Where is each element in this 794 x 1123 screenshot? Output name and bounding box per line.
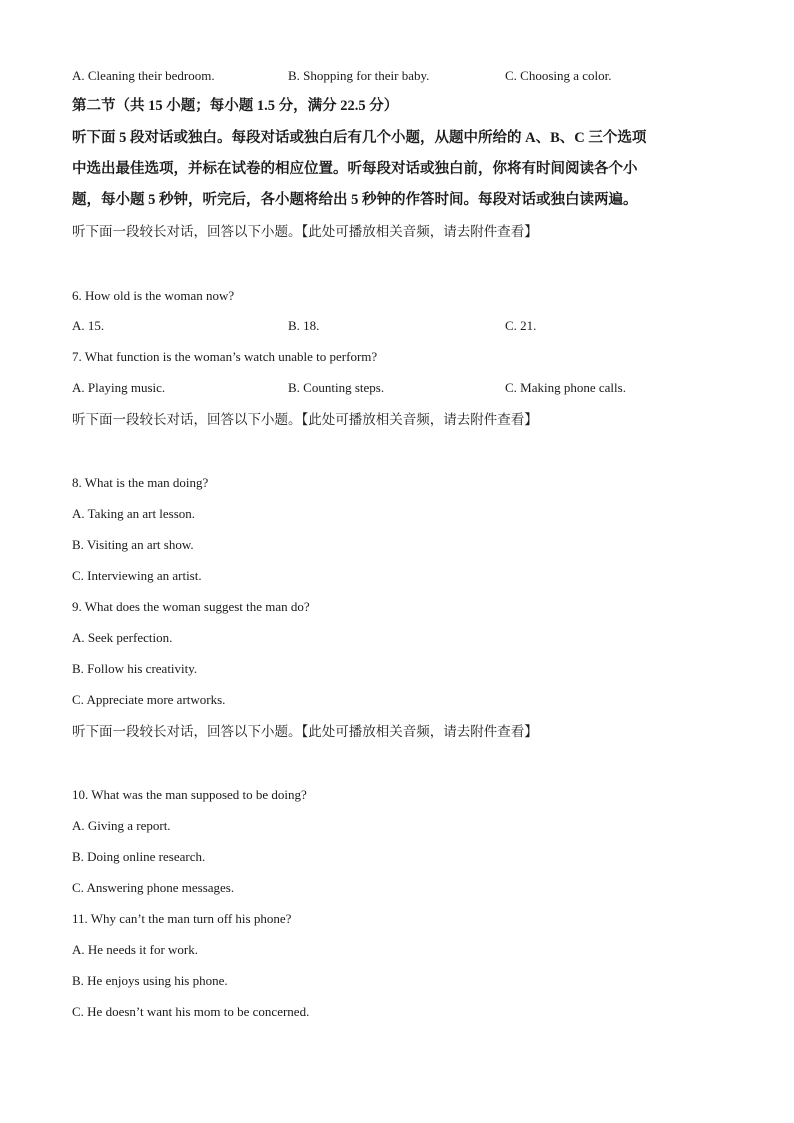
q10-stem: 10. What was the man supposed to be doing? bbox=[72, 787, 307, 802]
q8-option-c: C. Interviewing an artist. bbox=[72, 568, 202, 583]
q7-option-a: A. Playing music. bbox=[72, 380, 166, 395]
q7-option-c: C. Making phone calls. bbox=[505, 380, 626, 395]
q5-option-b: B. Shopping for their baby. bbox=[288, 68, 430, 83]
section2-heading: 第二节（共 15 小题；每小题 1.5 分，满分 22.5 分） bbox=[72, 98, 399, 114]
q9-option-b: B. Follow his creativity. bbox=[72, 661, 198, 676]
q6-option-b: B. 18. bbox=[288, 318, 320, 333]
q10-option-a: A. Giving a report. bbox=[72, 818, 171, 833]
audio-note-3: 听下面一段较长对话，回答以下小题。【此处可播放相关音频，请去附件查看】 bbox=[72, 724, 538, 739]
q11-option-b: B. He enjoys using his phone. bbox=[72, 973, 228, 988]
q10-option-c: C. Answering phone messages. bbox=[72, 880, 235, 895]
q8-option-a: A. Taking an art lesson. bbox=[72, 506, 196, 521]
q9-option-a: A. Seek perfection. bbox=[72, 630, 173, 645]
q6-stem: 6. How old is the woman now? bbox=[72, 288, 235, 303]
section2-instruction-line-1: 听下面 5 段对话或独白。每段对话或独白后有几个小题，从题中所给的 A、B、C 三个选项 bbox=[72, 130, 647, 146]
q5-option-a: A. Cleaning their bedroom. bbox=[72, 68, 215, 83]
q9-stem: 9. What does the woman suggest the man do? bbox=[72, 599, 310, 614]
q11-stem: 11. Why can’t the man turn off his phone? bbox=[72, 911, 292, 926]
q8-option-b: B. Visiting an art show. bbox=[72, 537, 194, 552]
section2-instruction-line-3: 题，每小题 5 秒钟，听完后，各小题将给出 5 秒钟的作答时间。每段对话或独白读两遍。 bbox=[72, 192, 638, 208]
audio-note-1: 听下面一段较长对话，回答以下小题。【此处可播放相关音频，请去附件查看】 bbox=[72, 224, 538, 239]
q7-option-b: B. Counting steps. bbox=[288, 380, 385, 395]
q11-option-a: A. He needs it for work. bbox=[72, 942, 198, 957]
q9-option-c: C. Appreciate more artworks. bbox=[72, 692, 226, 707]
q7-stem: 7. What function is the woman’s watch unable to perform? bbox=[72, 349, 378, 364]
section2-instruction-line-2: 中选出最佳选项，并标在试卷的相应位置。听每段对话或独白前，你将有时间阅读各个小 bbox=[72, 161, 638, 177]
q8-stem: 8. What is the man doing? bbox=[72, 475, 209, 490]
q5-option-c: C. Choosing a color. bbox=[505, 68, 612, 83]
q6-option-c: C. 21. bbox=[505, 318, 537, 333]
q11-option-c: C. He doesn’t want his mom to be concerned. bbox=[72, 1004, 310, 1019]
q10-option-b: B. Doing online research. bbox=[72, 849, 206, 864]
audio-note-2: 听下面一段较长对话，回答以下小题。【此处可播放相关音频，请去附件查看】 bbox=[72, 412, 538, 427]
q6-option-a: A. 15. bbox=[72, 318, 105, 333]
